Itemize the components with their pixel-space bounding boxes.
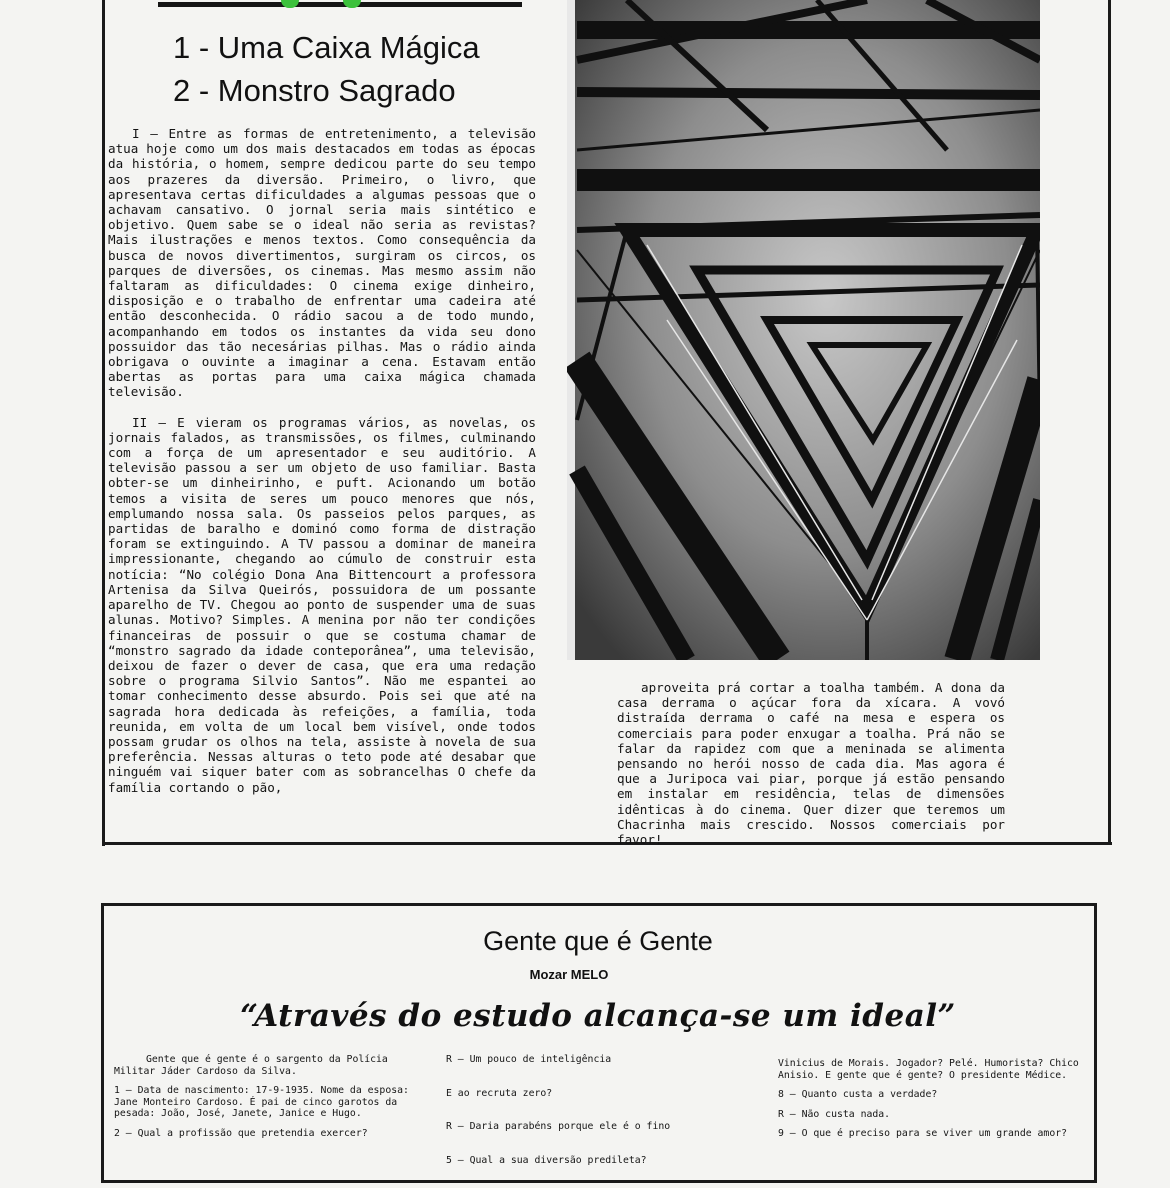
interview-question: 8 — Quanto custa a verdade?	[778, 1089, 938, 1100]
interview-intro: Gente que é gente é o sargento da Polícia Militar Jáder Cardoso da Silva.	[114, 1054, 388, 1077]
section-title: Gente que é Gente	[483, 926, 713, 956]
interview-question: 5 — Qual a sua diversão predileta?	[446, 1154, 647, 1166]
article-right-column	[617, 680, 1005, 847]
article-paragraph-2: II — E vieram os programas vários, as novelas, os jornais falados, as transmissões, os filmes, culminando com a força de um apresentador e seu auditório. A televisão passou a ser um objeto de uso familiar. Basta obter-se um dinheirinho, e puft. Acionando um botão temos a visita de seres um pouco menores que nós, emplumando nossa sala. Os passeios pelos parques, as partidas de baralho e dominó como forma de distração foram se extinguindo. A TV passou a dominar de maneira impressionante, chegando ao cúmulo de construir esta notícia: “No colégio Dona Ana Bittencourt a professora Artenisa da Silva Queirós, possuidora de um possante aparelho de TV. Chegou ao ponto de suspender uma de suas alunas. Motivo? Simples. A menina por não ter condições financeiras de possuir o que se costuma chamar de “monstro sagrado da idade conteporânea”, uma televisão, deixou de fazer o dever de casa, que era uma redação sobre o programa Silvio Santos”. Não me espantei ao tomar conhecimento desse absurdo. Pois sei que até na sagrada hora dedicada às refeições, a família, toda reunida, em volta de um local bem visível, onde todos possam grudar os olhos na tela, assiste à novela de sua preferência. Nessas alturas o teto pode até desabar que ninguém vai siquer bater com as sobrancelhas O chefe da família cortando o pão,	[108, 414, 536, 795]
interview-column-2	[446, 1054, 736, 1188]
interview-headline: “Através do estudo alcança-se um ideal”	[240, 998, 956, 1034]
truss-photo-drawing	[567, 0, 1040, 660]
article-paragraph-3: aproveita prá cortar a toalha também. A dona da casa derrama o açúcar fora da xícara. A vovó distraída derrama o café na mesa e espera os comerciais para poder enxugar a toalha. Prá não se falar da rapidez com que a meninada se alimenta pensando no herói nosso de cada dia. Mas agora é que a Juripoca vai piar, porque já estão pensando em instalar em residência, telas de dimensões idênticas à do cinema. Quer dizer que teremos um Chacrinha mais crescido. Nossos comerciais por favor!	[617, 680, 1005, 848]
byline: Mozar MELO	[529, 967, 609, 982]
interview-question: 9 — O que é preciso para se viver um grande amor?	[778, 1128, 1068, 1139]
frame-right-border	[1108, 0, 1111, 845]
interview-answer: R — Não custa nada.	[778, 1108, 891, 1120]
headline-1: 1 - Uma Caixa Mágica	[173, 30, 480, 65]
truss-photo	[567, 0, 1040, 660]
interview-question: 1 — Data de nascimento: 17-9-1935. Nome da esposa: Jane Monteiro Cardoso. É pai de cinco garotos da pesada: João, José, Janete, Janice e Hugo.	[114, 1085, 409, 1119]
article-left-column	[108, 126, 536, 795]
interview-column-1	[114, 1054, 414, 1147]
frame-left-border	[102, 0, 105, 846]
interview-answer: R — Um pouco de inteligência	[446, 1054, 612, 1065]
interview-question: 2 — Qual a profissão que pretendia exercer?	[114, 1127, 368, 1139]
interview-column-3	[778, 1058, 1090, 1148]
interview-question: E ao recruta zero?	[446, 1087, 553, 1099]
top-rule	[158, 2, 522, 7]
interview-answer: Vinicius de Morais. Jogador? Pelé. Humorista? Chico Anisio. E gente que é gente? O presidente Médice.	[778, 1058, 1079, 1081]
article-paragraph-1: I — Entre as formas de entretenimento, a televisão atua hoje como um dos mais destacados em todas as épocas da história, o homem, sempre dedicou parte do seu tempo aos prazeres da diversão. Primeiro, o livro, que apresentava certas dificuldades a algumas pessoas que o achavam cansativo. O jornal seria mais sintético e objetivo. Quem sabe se o ideal não seria as revistas? Mais ilustrações e menos textos. Como consequência da busca de novos divertimentos, surgiram os circos, os parques de diversões, os cinemas. Mas mesmo assim não faltaram as dificuldades: O cinema exige dinheiro, disposição e o trabalho de enfrentar uma cadeira até então desconhecida. O rádio sacou a de todo mundo, acompanhando em todos os instantes da vida seu dono possuidor das tão necesárias pilhas. Mas o rádio ainda obrigava o ouvinte a imaginar a cena. Estavam então abertas as portas para uma caixa mágica chamada televisão.	[108, 126, 536, 400]
interview-answer: R — Daria parabéns porque ele é o fino	[446, 1121, 671, 1132]
headline-2: 2 - Monstro Sagrado	[173, 73, 456, 108]
